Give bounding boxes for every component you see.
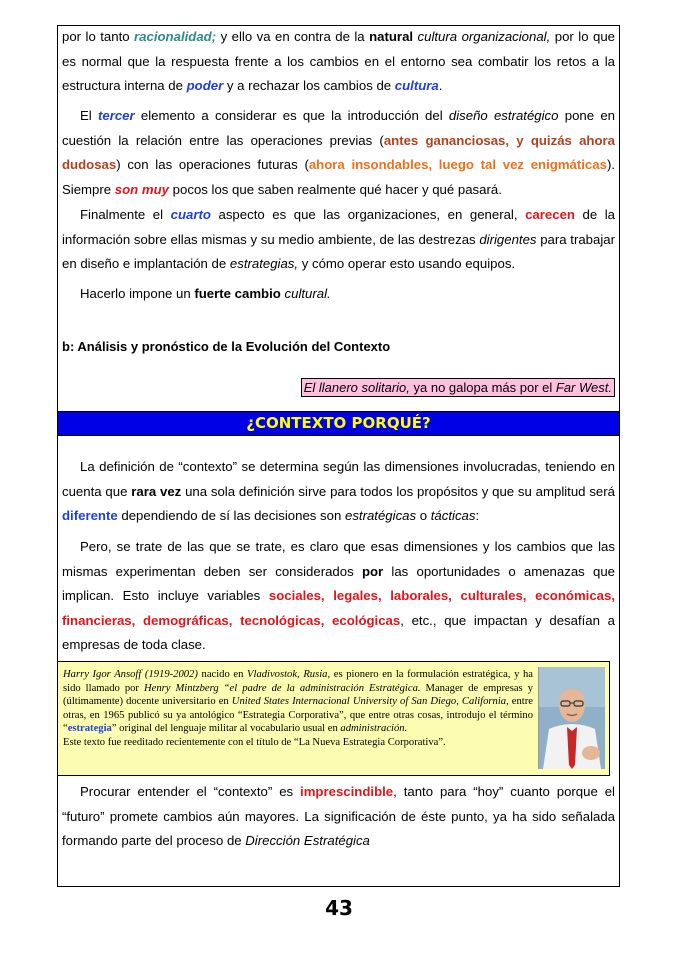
section-banner: ¿CONTEXTO PORQUÉ? [57, 411, 620, 436]
paragraph-tercer: El tercer elemento a considerar es que la introducción del diseño estratégico pone en cuestión la relación entre las operaciones previas (antes gananciosas, y quizás ahora dudosas) con las operaciones futuras (ahora insondables, luego tal vez enigmáticas). Siempre son muy pocos los que saben realmente qué hacer y qué pasará. [62, 108, 615, 197]
paragraph-cuarto: Finalmente el cuarto aspecto es que las organizaciones, en general, carecen de la información sobre ellas mismas y su medio ambiente, de las destrezas dirigentes para trabajar en diseño e implantación de estrategias, y cómo operar esto usando equipos. [62, 207, 616, 271]
page-number: 43 [325, 896, 353, 920]
bio-text: Harry Igor Ansoff (1919-2002) nacido en Vladivostok, Rusia, es pionero en la formulación estratégica, y ha sido llamado por Henry Mintzberg “el padre de la administración Estratégica. Manager de empresas y (últimamente) docente universitario en United States Internacional University of San Diego, California, entre otras, en 1965 publicó su ya antológico “Estrategia Corporativa”, que entre otras cosas, introdujo el término “estrategia” original del lenguaje militar al vocabulario usual en administración. Este texto fue reeditado recientemente con el título de “La Nueva Estrategia Corporativa”. [63, 669, 533, 748]
portrait-photo [538, 667, 605, 769]
bio-box [57, 661, 610, 776]
quote-box: El llanero solitario, ya no galopa más por el Far West. [301, 378, 615, 397]
paragraph-definicion: La definición de “contexto” se determina según las dimensiones involucradas, teniendo en cuenta que rara vez una sola definición sirve para todos los propósitos y que su amplitud será diferente dependiendo de sí las decisiones son estratégicas o tácticas: [62, 459, 615, 523]
section-heading: b: Análisis y pronóstico de la Evolución del Contexto [62, 339, 391, 354]
paragraph-procurar: Procurar entender el “contexto” es imprescindible, tanto para “hoy” cuanto porque el “futuro” promete cambios aún mayores. La significación de éste punto, ya ha sido señalada formando parte del proceso de Dirección Estratégica [62, 784, 615, 848]
paragraph-dimensiones: Pero, se trate de las que se trate, es claro que esas dimensiones y los cambios que las mismas experimentan deben ser considerados por las oportunidades o amenazas que implican. Esto incluye variables sociales, legales, laborales, culturales, económicas, financieras, demográficas, tecnológicas, ecológicas, etc., que impactan y desafían a empresas de toda clase. [62, 539, 615, 652]
paragraph-racionalidad: por lo tanto racionalidad; y ello va en contra de la natural cultura organizacional, por lo que es normal que la respuesta frente a los cambios en el entorno sea combatir los retos a la estructura interna de poder y a rechazar los cambios de cultura. [62, 29, 615, 93]
portrait-image [539, 667, 605, 769]
paragraph-hacerlo: Hacerlo impone un fuerte cambio cultural. [80, 286, 331, 301]
